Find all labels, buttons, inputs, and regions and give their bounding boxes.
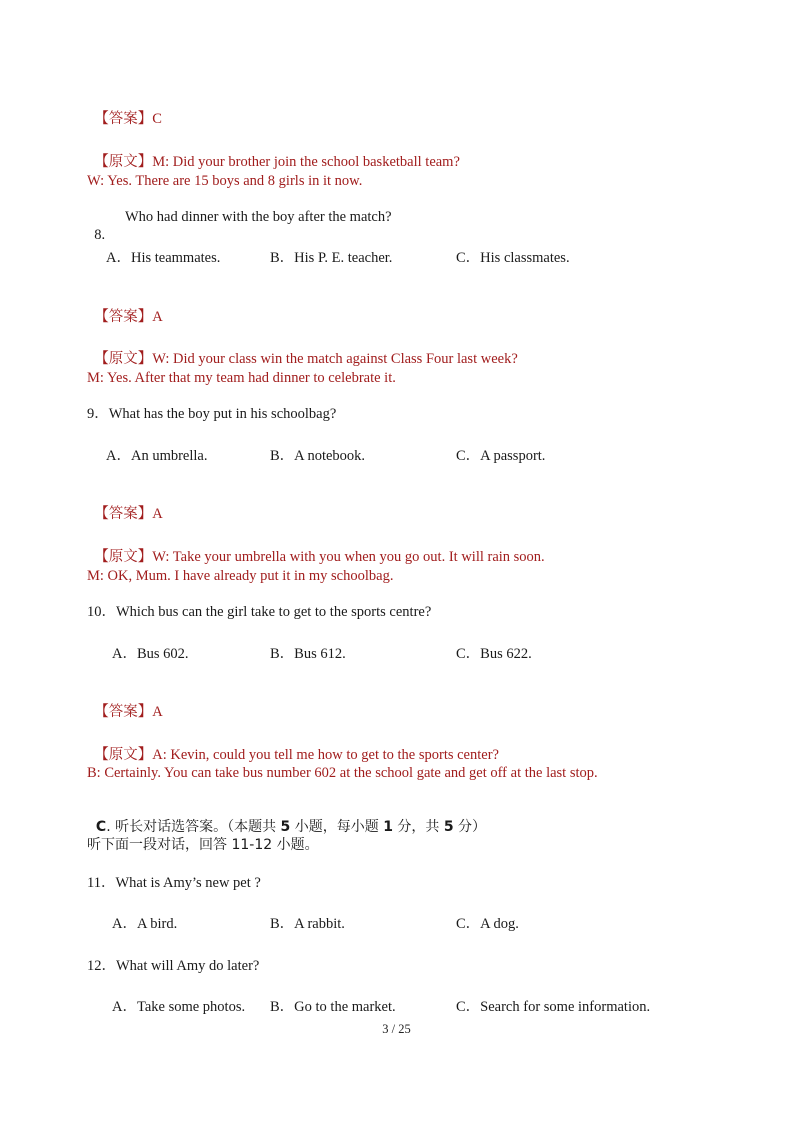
option-a: A．A bird. (112, 916, 178, 932)
instruction-text: 听下面一段对话，回答 11-12 小题。 (87, 837, 319, 853)
page-number: 3 / 25 (382, 1022, 411, 1036)
transcript-text: W: Take your umbrella with you when you go out. It will rain soon. (152, 549, 545, 565)
option-c: C．Search for some information. (456, 999, 651, 1015)
question-text: Who had dinner with the boy after the match? (125, 209, 392, 225)
transcript-tag: 【原文】 (94, 747, 153, 763)
transcript-tag: 【原文】 (94, 351, 153, 367)
answer-line (87, 290, 163, 326)
answer-line (87, 685, 163, 721)
option-c: C．His classmates. (456, 250, 570, 266)
transcript-line-2: W: Yes. There are 15 boys and 8 girls in it now. (87, 173, 363, 189)
transcript-text: M: Did your brother join the school basketball team? (152, 154, 460, 170)
option-a: A．An umbrella. (106, 448, 208, 464)
option-a: A．His teammates. (106, 250, 221, 266)
answer-value: C (152, 111, 162, 127)
option-b: B．Bus 612. (270, 646, 346, 662)
option-c: C．Bus 622. (456, 646, 532, 662)
option-b: B．A notebook. (270, 448, 366, 464)
transcript-line (87, 728, 499, 764)
option-b: B．His P. E. teacher. (270, 250, 393, 266)
transcript-tag: 【原文】 (94, 154, 153, 170)
transcript-text: A: Kevin, could you tell me how to get to the sports center? (152, 747, 499, 763)
answer-value: A (152, 704, 163, 720)
answer-value: A (152, 506, 163, 522)
answer-tag: 【答案】 (94, 506, 153, 522)
transcript-line-2: B: Certainly. You can take bus number 602 at the school gate and get off at the last stop. (87, 765, 598, 781)
answer-tag: 【答案】 (94, 309, 153, 325)
question-10: 10．Which bus can the girl take to get to the sports centre? (87, 604, 432, 620)
option-a: A．Take some photos. (112, 999, 246, 1015)
answer-line (87, 92, 162, 128)
transcript-line (87, 332, 518, 368)
question-9: 9．What has the boy put in his schoolbag? (87, 406, 337, 422)
transcript-text: W: Did your class win the match against Class Four last week? (152, 351, 518, 367)
option-b: B．A rabbit. (270, 916, 345, 932)
transcript-tag: 【原文】 (94, 549, 153, 565)
answer-value: A (152, 309, 163, 325)
answer-tag: 【答案】 (94, 111, 153, 127)
section-heading: C. 听长对话选答案。（本题共 5 小题，每小题 1 分，共 5 分） (95, 819, 487, 835)
question-number: 8. (94, 227, 106, 243)
option-c: C．A dog. (456, 916, 519, 932)
transcript-line (87, 135, 460, 171)
answer-line (87, 487, 163, 523)
option-c: C．A passport. (456, 448, 546, 464)
option-b: B．Go to the market. (270, 999, 396, 1015)
option-a: A．Bus 602. (112, 646, 189, 662)
transcript-line-2: M: OK, Mum. I have already put it in my schoolbag. (87, 568, 394, 584)
answer-tag: 【答案】 (94, 704, 153, 720)
transcript-line (87, 530, 545, 566)
transcript-line-2: M: Yes. After that my team had dinner to celebrate it. (87, 370, 396, 386)
question-11: 11．What is Amy’s new pet ? (87, 875, 261, 891)
question-12: 12．What will Amy do later? (87, 958, 260, 974)
